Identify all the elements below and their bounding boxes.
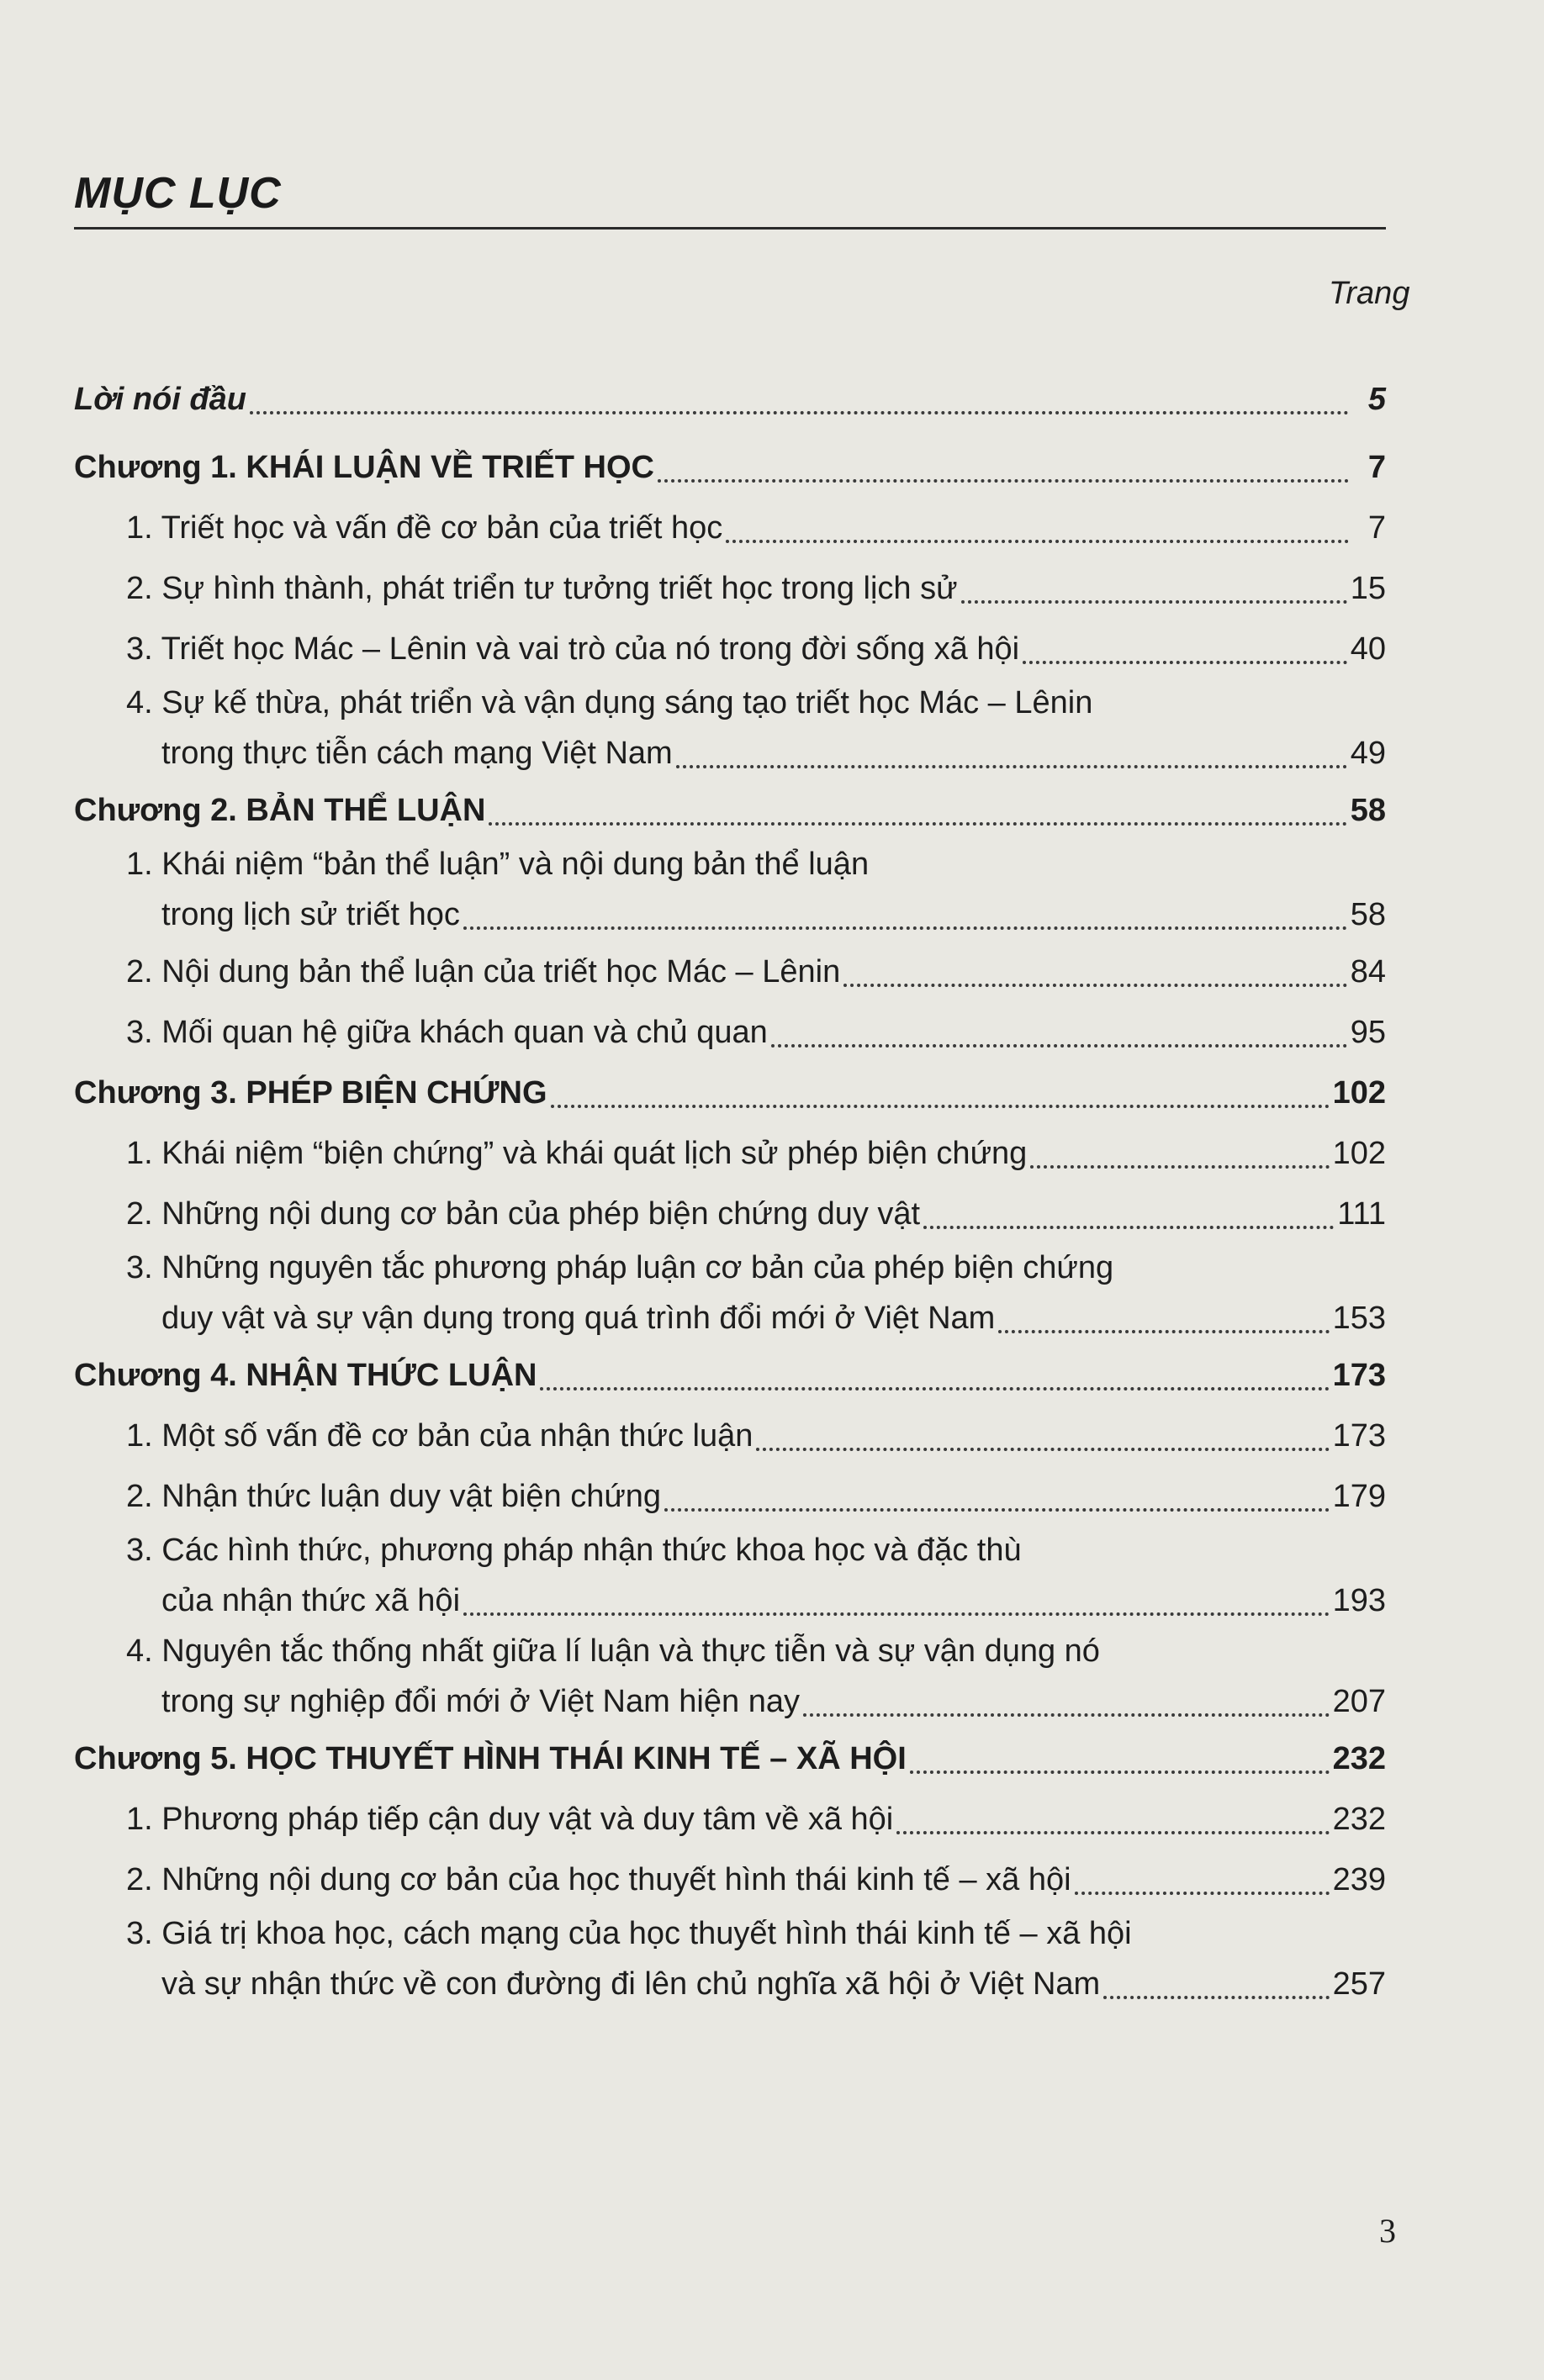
toc-section <box>74 1123 1386 1184</box>
toc-section <box>74 1244 1386 1345</box>
section-page: 153 <box>1332 1300 1386 1336</box>
page-column-header: Trang <box>1329 276 1410 311</box>
section-label: 1. Triết học và vấn đề cơ bản của triết học <box>126 509 723 546</box>
chapter-page: 232 <box>1332 1740 1386 1776</box>
dot-leader <box>961 594 1347 604</box>
section-page: 49 <box>1350 735 1386 771</box>
toc-section <box>74 1002 1386 1063</box>
dot-leader <box>250 404 1349 414</box>
dot-leader <box>910 1764 1330 1774</box>
section-label: 3. Mối quan hệ giữa khách quan và chủ quan <box>126 1014 768 1050</box>
dot-leader <box>1023 654 1347 664</box>
toc-chapter <box>74 1345 1386 1406</box>
chapter-label: Chương 5. HỌC THUYẾT HÌNH THÁI KINH TẾ – XÃ HỘI <box>74 1740 907 1776</box>
section-label-line2: trong thực tiễn cách mạng Việt Nam <box>161 735 673 771</box>
section-label-line2: duy vật và sự vận dụng trong quá trình đổi mới ở Việt Nam <box>161 1300 996 1336</box>
section-label-line2: trong lịch sử triết học <box>161 896 460 932</box>
section-label: 2. Những nội dung cơ bản của phép biện chứng duy vật <box>126 1195 921 1232</box>
toc-section <box>74 1910 1386 2011</box>
section-label-line1: 3. Những nguyên tắc phương pháp luận cơ bản của phép biện chứng <box>126 1250 1114 1285</box>
section-page: 58 <box>1350 896 1386 932</box>
chapter-label: Chương 3. PHÉP BIỆN CHỨNG <box>74 1074 547 1111</box>
section-label: 2. Nhận thức luận duy vật biện chứng <box>126 1478 662 1514</box>
toc-chapter <box>74 437 1386 498</box>
dot-leader <box>1075 1885 1330 1895</box>
section-label-line1: 4. Nguyên tắc thống nhất giữa lí luận và thực tiễn và sự vận dụng nó <box>126 1633 1100 1669</box>
chapter-label: Chương 4. NHẬN THỨC LUẬN <box>74 1357 537 1393</box>
dot-leader <box>1030 1158 1329 1169</box>
chapter-label: Chương 1. KHÁI LUẬN VỀ TRIẾT HỌC <box>74 449 654 485</box>
toc-section <box>74 841 1386 942</box>
section-page: 7 <box>1367 509 1386 546</box>
toc-section <box>74 1850 1386 1910</box>
section-page: 239 <box>1332 1861 1386 1897</box>
dot-leader <box>551 1098 1330 1108</box>
dot-leader <box>803 1707 1330 1717</box>
section-page: 15 <box>1350 570 1386 606</box>
toc-section <box>74 942 1386 1002</box>
chapter-page: 58 <box>1350 792 1386 828</box>
section-label-line1: 3. Các hình thức, phương pháp nhận thức khoa học và đặc thù <box>126 1533 1022 1568</box>
dot-leader <box>756 1441 1329 1451</box>
dot-leader <box>664 1501 1330 1512</box>
page-title: MỤC LỤC <box>74 169 282 218</box>
dot-leader <box>896 1824 1329 1834</box>
toc-entry-preface <box>74 361 1386 437</box>
dot-leader <box>843 977 1346 987</box>
dot-leader <box>489 815 1346 826</box>
section-label: 1. Khái niệm “biện chứng” và khái quát lịch sử phép biện chứng <box>126 1135 1028 1171</box>
section-page: 95 <box>1350 1014 1386 1050</box>
section-page: 111 <box>1337 1195 1386 1232</box>
dot-leader <box>463 920 1347 930</box>
toc-chapter <box>74 1063 1386 1123</box>
toc-section <box>74 1184 1386 1244</box>
chapter-page: 7 <box>1367 449 1386 485</box>
section-page: 173 <box>1332 1417 1386 1454</box>
section-label-line2: của nhận thức xã hội <box>161 1582 461 1618</box>
chapter-page: 173 <box>1332 1357 1386 1393</box>
section-page: 84 <box>1350 953 1386 989</box>
section-page: 207 <box>1332 1683 1386 1719</box>
toc-section <box>74 1466 1386 1527</box>
dot-leader <box>658 472 1349 483</box>
chapter-page: 102 <box>1332 1074 1386 1111</box>
section-label-line1: 4. Sự kế thừa, phát triển và vận dụng sáng tạo triết học Mác – Lênin <box>126 685 1093 720</box>
toc-section <box>74 1789 1386 1850</box>
section-page: 179 <box>1332 1478 1386 1514</box>
section-label-line2: trong sự nghiệp đổi mới ở Việt Nam hiện nay <box>161 1683 800 1719</box>
chapter-list <box>74 437 1386 2011</box>
dot-leader <box>923 1219 1334 1229</box>
toc-section <box>74 1406 1386 1466</box>
toc-section <box>74 679 1386 780</box>
page-number: 3 <box>1379 2212 1396 2250</box>
toc-section <box>74 619 1386 679</box>
section-label-line1: 1. Khái niệm “bản thể luận” và nội dung bản thể luận <box>126 847 870 882</box>
section-label: 3. Triết học Mác – Lênin và vai trò của nó trong đời sống xã hội <box>126 631 1020 667</box>
toc-section <box>74 558 1386 619</box>
table-of-contents <box>74 361 1386 2011</box>
title-underline <box>74 227 1386 230</box>
section-label-line2: và sự nhận thức về con đường đi lên chủ nghĩa xã hội ở Việt Nam <box>161 1966 1101 2002</box>
dot-leader <box>676 758 1347 768</box>
section-page: 102 <box>1332 1135 1386 1171</box>
section-page: 257 <box>1332 1966 1386 2002</box>
section-page: 40 <box>1350 631 1386 667</box>
dot-leader <box>998 1323 1329 1333</box>
chapter-label: Chương 2. BẢN THỂ LUẬN <box>74 792 486 828</box>
toc-entry-page: 5 <box>1367 381 1386 417</box>
toc-section <box>74 1628 1386 1728</box>
section-label: 1. Một số vấn đề cơ bản của nhận thức luận <box>126 1417 753 1454</box>
toc-section <box>74 1527 1386 1628</box>
dot-leader <box>463 1606 1330 1616</box>
section-label: 2. Nội dung bản thể luận của triết học Mác – Lênin <box>126 953 841 989</box>
section-label: 1. Phương pháp tiếp cận duy vật và duy tâm về xã hội <box>126 1801 894 1837</box>
toc-entry-label: Lời nói đầu <box>74 381 246 417</box>
section-label-line1: 3. Giá trị khoa học, cách mạng của học thuyết hình thái kinh tế – xã hội <box>126 1916 1132 1951</box>
section-label: 2. Những nội dung cơ bản của học thuyết hình thái kinh tế – xã hội <box>126 1861 1071 1897</box>
section-label: 2. Sự hình thành, phát triển tư tưởng triết học trong lịch sử <box>126 570 958 606</box>
toc-chapter <box>74 1728 1386 1789</box>
dot-leader <box>771 1037 1347 1048</box>
section-page: 232 <box>1332 1801 1386 1837</box>
toc-section <box>74 498 1386 558</box>
section-page: 193 <box>1332 1582 1386 1618</box>
dot-leader <box>726 533 1349 543</box>
dot-leader <box>540 1380 1329 1391</box>
toc-chapter <box>74 780 1386 841</box>
dot-leader <box>1103 1989 1329 1999</box>
